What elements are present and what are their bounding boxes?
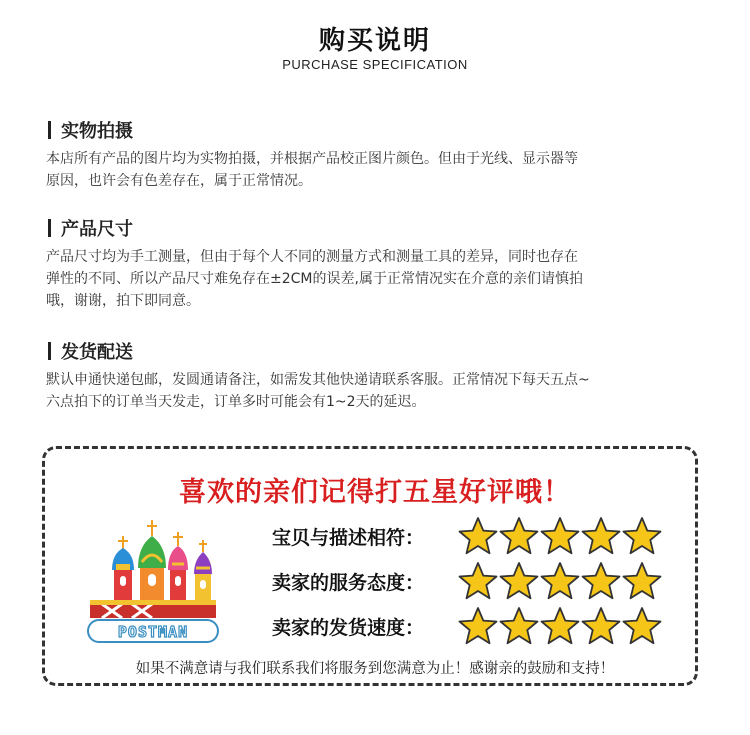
section-marker	[48, 342, 51, 360]
star-icon	[622, 561, 662, 601]
page-title: 购买说明	[318, 26, 431, 56]
star-icon	[622, 516, 662, 556]
section-text: 产品尺寸均为手工测量，但由于每个人不同的测量方式和测量工具的差异，同时也存在 弹性的不同、所以产品尺寸难免存在±2CM的误差,属于正常情况实在介意的亲们请慎拍 哦，谢谢，拍下即同意。	[46, 249, 583, 309]
section-photography	[46, 118, 711, 192]
star-icon	[581, 516, 621, 556]
postman-logo	[82, 518, 222, 646]
section-size	[46, 216, 711, 312]
section-heading: 发货配送	[61, 342, 133, 363]
section-shipping	[46, 339, 711, 413]
star-icon	[581, 606, 621, 646]
star-icon	[540, 516, 580, 556]
star-icon	[499, 561, 539, 601]
star-icon	[499, 516, 539, 556]
review-footer: 如果不满意请与我们联系我们将服务到您满意为止！感谢亲的鼓励和支持！	[135, 661, 615, 677]
section-text: 本店所有产品的图片均为实物拍摄，并根据产品校正图片颜色。但由于光线、显示器等 原因，也许会有色差存在，属于正常情况。	[46, 151, 578, 189]
section-marker	[48, 219, 51, 237]
rating-label: 卖家的服务态度：	[272, 571, 425, 594]
star-icon	[540, 606, 580, 646]
section-heading: 实物拍摄	[61, 121, 133, 142]
star-icon	[540, 561, 580, 601]
rating-row-shipping-speed	[272, 606, 663, 646]
rating-label: 宝贝与描述相符：	[272, 526, 425, 549]
rating-row-service	[272, 561, 663, 601]
star-rating	[458, 516, 663, 556]
star-icon	[458, 516, 498, 556]
rating-label: 卖家的发货速度：	[272, 616, 425, 639]
star-rating	[458, 561, 663, 601]
review-headline: 喜欢的亲们记得打五星好评哦！	[179, 477, 571, 508]
star-icon	[458, 606, 498, 646]
page-subtitle: PURCHASE SPECIFICATION	[282, 57, 468, 72]
section-text: 默认申通快递包邮，发圆通请备注，如需发其他快递请联系客服。正常情况下每天五点~ 六点拍下的订单当天发走，订单多时可能会有1~2天的延迟。	[46, 372, 590, 410]
star-icon	[458, 561, 498, 601]
star-icon	[499, 606, 539, 646]
star-rating	[458, 606, 663, 646]
rating-row-description	[272, 516, 663, 556]
section-heading: 产品尺寸	[61, 219, 133, 240]
section-marker	[48, 121, 51, 139]
star-icon	[581, 561, 621, 601]
star-icon	[622, 606, 662, 646]
logo-text: POSTMAN	[117, 623, 189, 641]
